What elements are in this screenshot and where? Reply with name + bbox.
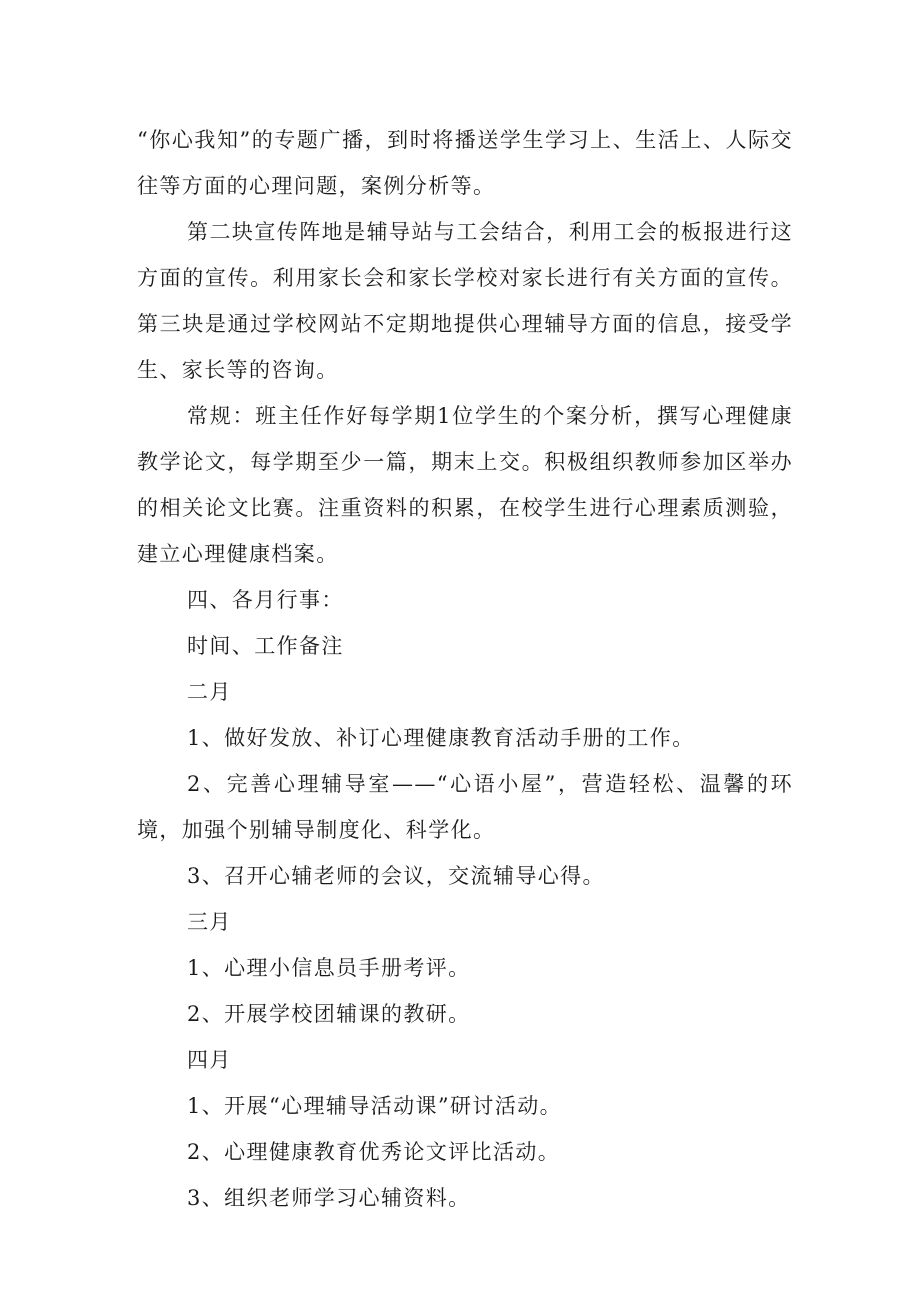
paragraph-broadcast: “你心我知”的专题广播，到时将播送学生学习上、生活上、人际交往等方面的心理问题，案例分析等。 xyxy=(137,128,793,198)
list-item: 3、组织老师学习心辅资料。 xyxy=(187,1186,471,1210)
table-header-line: 时间、工作备注 xyxy=(187,634,344,658)
list-item: 1、心理小信息员手册考评。 xyxy=(187,956,471,980)
section-heading-monthly: 四、各月行事： xyxy=(187,588,344,612)
list-item: 3、召开心辅老师的会议，交流辅导心得。 xyxy=(187,864,605,888)
list-item: 2、心理健康教育优秀论文评比活动。 xyxy=(187,1140,561,1164)
month-february: 二月 xyxy=(187,680,232,704)
list-item: 1、做好发放、补订心理健康教育活动手册的工作。 xyxy=(187,726,695,750)
document-body xyxy=(137,117,793,1221)
list-item: 2、完善心理辅导室——“心语小屋”，营造轻松、温馨的环境，加强个别辅导制度化、科学化。 xyxy=(137,772,793,842)
month-march: 三月 xyxy=(187,910,232,934)
paragraph-routine: 常规：班主任作好每学期1位学生的个案分析，撰写心理健康教学论文，每学期至少一篇，期末上交。积极组织教师参加区举办的相关论文比赛。注重资料的积累，在校学生进行心理素质测验，建立心理健康档案。 xyxy=(137,404,793,566)
list-item: 2、开展学校团辅课的教研。 xyxy=(187,1002,471,1026)
list-item: 1、开展“心理辅导活动课”研讨活动。 xyxy=(187,1094,563,1118)
month-april: 四月 xyxy=(187,1048,232,1072)
paragraph-second-front: 第二块宣传阵地是辅导站与工会结合，利用工会的板报进行这方面的宣传。利用家长会和家长学校对家长进行有关方面的宣传。第三块是通过学校网站不定期地提供心理辅导方面的信息，接受学生、家长等的咨询。 xyxy=(137,220,793,382)
